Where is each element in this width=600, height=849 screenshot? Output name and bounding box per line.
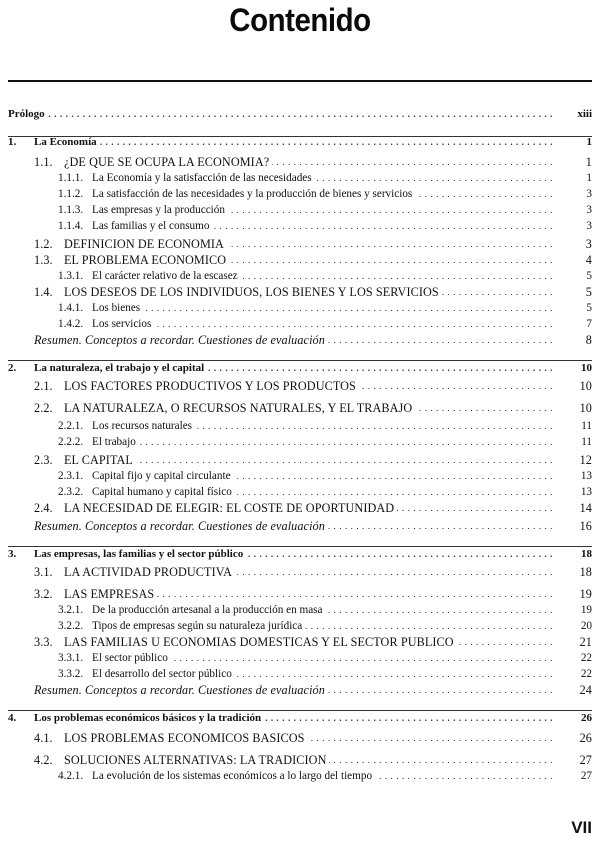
toc-entry[interactable]: [58, 301, 592, 315]
toc-entry[interactable]: [34, 453, 592, 467]
toc-entry-number: 1.1.2.: [58, 188, 84, 200]
dot-leader: [235, 485, 553, 499]
dot-leader: [308, 731, 553, 745]
toc-entry-number: 3.1.: [34, 565, 53, 579]
toc-entry[interactable]: [34, 401, 592, 415]
toc-entry-number: 4.: [8, 712, 17, 724]
dot-leader: [154, 317, 553, 331]
toc-page-number: 26: [581, 712, 592, 724]
toc-entry[interactable]: [58, 317, 592, 331]
dot-leader: [359, 379, 553, 393]
toc-entry-title: Las empresas y la producción: [92, 204, 225, 216]
toc-page-number: 10: [579, 379, 592, 393]
dot-leader: [326, 603, 554, 617]
toc-entry-number: 1.: [8, 136, 17, 148]
toc-page-number: 21: [579, 635, 592, 649]
toc-entry[interactable]: [58, 603, 592, 617]
toc-entry-number: 3.: [8, 548, 17, 560]
toc-entry[interactable]: [8, 135, 592, 149]
dot-leader: [235, 667, 553, 681]
toc-entry-title: ¿DE QUE SE OCUPA LA ECONOMIA?: [64, 155, 270, 169]
toc-entry[interactable]: [34, 285, 592, 299]
toc-entry[interactable]: [58, 269, 592, 283]
dot-leader: [328, 683, 553, 697]
toc-entry[interactable]: [58, 435, 592, 449]
dot-leader: [229, 253, 553, 267]
toc-page-number: 1: [586, 136, 592, 148]
toc-page-number: xiii: [577, 108, 592, 120]
toc-entry[interactable]: [58, 651, 592, 665]
toc-entry-number: 3.2.2.: [58, 620, 84, 632]
toc-page-number: 3: [585, 237, 592, 251]
dot-leader: [315, 171, 553, 185]
toc-page-number: 16: [579, 519, 592, 533]
toc-entry-title: La Economía y la satisfacción de las necesidades: [92, 172, 312, 184]
toc-page-number: 18: [579, 565, 592, 579]
toc-entry-number: 1.3.1.: [58, 270, 84, 282]
toc-page-number: 5: [586, 302, 592, 314]
toc-entry-number: 2.2.: [34, 401, 53, 415]
toc-entry-number: 1.2.: [34, 237, 53, 251]
toc-entry-number: 1.3.: [34, 253, 53, 267]
toc-page-number: 13: [580, 486, 592, 498]
toc-entry-title: De la producción artesanal a la producción en masa: [92, 604, 323, 616]
toc-entry-title: LA ACTIVIDAD PRODUCTIVA: [64, 565, 232, 579]
toc-entry-number: 2.2.2.: [58, 436, 84, 448]
dot-leader: [264, 711, 553, 725]
toc-entry-number: 1.1.3.: [58, 204, 84, 216]
dot-leader: [212, 219, 553, 233]
toc-page-number: 12: [579, 453, 592, 467]
toc-entry[interactable]: [34, 587, 592, 601]
toc-entry-title: El sector público: [92, 652, 168, 664]
toc-entry-title: Las familias y el consumo: [92, 220, 210, 232]
dot-leader: [139, 435, 553, 449]
toc-entry-number: 3.2.1.: [58, 604, 84, 616]
toc-entry-title: EL CAPITAL: [64, 453, 133, 467]
page-title: Contenido: [229, 2, 371, 38]
dot-leader: [375, 769, 553, 783]
toc-entry-number: 3.3.1.: [58, 652, 84, 664]
toc-entry-title: La naturaleza, el trabajo y el capital: [34, 362, 205, 374]
dot-leader: [157, 587, 553, 601]
toc-entry-title: Los bienes: [92, 302, 141, 314]
dot-leader: [442, 285, 553, 299]
toc-entry-title: Los problemas económicos básicos y la tradición: [34, 712, 262, 724]
dot-leader: [272, 155, 553, 169]
toc-entry-title: El carácter relativo de la escasez: [92, 270, 238, 282]
dot-leader: [100, 135, 553, 149]
toc-page-number: 1: [586, 172, 592, 184]
dot-leader: [48, 107, 553, 121]
toc-entry[interactable]: [34, 501, 592, 515]
toc-page-number: 24: [579, 683, 592, 697]
toc-page-number: 22: [580, 652, 592, 664]
toc-entry[interactable]: [58, 469, 592, 483]
toc-entry[interactable]: [34, 731, 592, 745]
toc-entry[interactable]: [34, 753, 592, 767]
toc-entry[interactable]: [58, 419, 592, 433]
toc-entry-number: 2.1.: [34, 379, 53, 393]
toc-entry[interactable]: [34, 683, 592, 697]
toc-page-number: 20: [580, 620, 592, 632]
toc-entry-title: LOS FACTORES PRODUCTIVOS Y LOS PRODUCTOS: [64, 379, 356, 393]
toc-entry-number: 1.4.: [34, 285, 53, 299]
dot-leader: [234, 469, 553, 483]
toc-entry-title: LAS EMPRESAS: [64, 587, 155, 601]
toc-page-number: 5: [585, 285, 592, 299]
toc-page-number: 19: [579, 587, 592, 601]
toc-entry[interactable]: [58, 219, 592, 233]
toc-entry[interactable]: [58, 187, 592, 201]
toc-entry-number: 4.2.: [34, 753, 53, 767]
toc-entry-title: Resumen. Conceptos a recordar. Cuestiones de evaluación: [34, 683, 325, 697]
toc-entry-number: 3.2.: [34, 587, 53, 601]
toc-entry[interactable]: [34, 519, 592, 533]
dot-leader: [328, 333, 553, 347]
toc-entry[interactable]: [58, 619, 592, 633]
toc-page-number: 8: [585, 333, 592, 347]
toc-entry-title: Capital humano y capital físico: [92, 486, 232, 498]
toc-entry-number: 2.3.1.: [58, 470, 84, 482]
toc-page-number: 11: [581, 436, 592, 448]
dot-leader: [195, 419, 553, 433]
toc-entry[interactable]: [58, 769, 592, 783]
dot-leader: [329, 753, 553, 767]
dot-leader: [235, 565, 553, 579]
toc-entry[interactable]: [34, 565, 592, 579]
toc-entry-title: LOS PROBLEMAS ECONOMICOS BASICOS: [64, 731, 305, 745]
toc-entry-number: 1.1.1.: [58, 172, 84, 184]
toc-entry-title: DEFINICION DE ECONOMIA: [64, 237, 224, 251]
dot-leader: [415, 187, 553, 201]
toc-entry-title: El desarrollo del sector público: [92, 668, 232, 680]
dot-leader: [207, 361, 553, 375]
dot-leader: [457, 635, 553, 649]
toc-entry-number: 4.1.: [34, 731, 53, 745]
toc-entry-title: LA NATURALEZA, O RECURSOS NATURALES, Y EL TRABAJO: [64, 401, 413, 415]
toc-entry[interactable]: [8, 107, 592, 121]
page-number: VII: [571, 818, 592, 837]
dot-leader: [415, 401, 553, 415]
toc-entry[interactable]: [58, 171, 592, 185]
toc-entry[interactable]: [34, 155, 592, 169]
toc-entry-title: Los servicios: [92, 318, 152, 330]
toc-entry-number: 2.: [8, 362, 17, 374]
dot-leader: [241, 269, 553, 283]
toc-entry[interactable]: [34, 635, 592, 649]
title-rule: [8, 80, 592, 82]
toc-entry-title: Los recursos naturales: [92, 420, 193, 432]
toc-entry-title: Resumen. Conceptos a recordar. Cuestiones de evaluación: [34, 519, 325, 533]
toc-page-number: 13: [580, 470, 592, 482]
toc-entry-title: Tipos de empresas según su naturaleza jurídica: [92, 620, 303, 632]
toc-page-number: 3: [586, 188, 592, 200]
toc-entry-title: LAS FAMILIAS U ECONOMIAS DOMESTICAS Y EL SECTOR PUBLICO: [64, 635, 454, 649]
toc-page-number: 26: [579, 731, 592, 745]
toc-entry-title: Prólogo: [8, 108, 45, 120]
toc-entry-number: 4.2.1.: [58, 770, 84, 782]
toc-page-number: 10: [579, 401, 592, 415]
toc-page-number: 3: [586, 220, 592, 232]
toc-entry-title: La Economía: [34, 136, 97, 148]
dot-leader: [143, 301, 553, 315]
toc-page-number: 14: [579, 501, 592, 515]
toc-page-number: 27: [579, 753, 592, 767]
toc-page-number: 3: [586, 204, 592, 216]
toc-entry[interactable]: [34, 333, 592, 347]
toc-entry-title: La satisfacción de las necesidades y la producción de bienes y servicios: [92, 188, 413, 200]
toc-entry-title: La evolución de los sistemas económicos a lo largo del tiempo: [92, 770, 373, 782]
dot-leader: [328, 519, 553, 533]
toc-page-number: 4: [585, 253, 592, 267]
toc-page-number: 7: [586, 318, 592, 330]
toc-entry[interactable]: [8, 711, 592, 725]
toc-page-number: 10: [581, 362, 592, 374]
toc-entry-number: 1.1.4.: [58, 220, 84, 232]
toc-entry-number: 1.1.: [34, 155, 53, 169]
dot-leader: [228, 203, 553, 217]
toc-entry-title: El trabajo: [92, 436, 136, 448]
toc-entry-number: 2.3.2.: [58, 486, 84, 498]
toc-entry-number: 3.3.2.: [58, 668, 84, 680]
toc-entry[interactable]: [58, 485, 592, 499]
toc-entry[interactable]: [34, 379, 592, 393]
toc-entry[interactable]: [8, 547, 592, 561]
toc-entry-title: Resumen. Conceptos a recordar. Cuestiones de evaluación: [34, 333, 325, 347]
toc-page-number: 27: [580, 770, 592, 782]
toc-entry-number: 3.3.: [34, 635, 53, 649]
dot-leader: [227, 237, 553, 251]
dot-leader: [397, 501, 553, 515]
toc-entry-title: SOLUCIONES ALTERNATIVAS: LA TRADICION: [64, 753, 327, 767]
dot-leader: [171, 651, 553, 665]
toc-entry-number: 2.4.: [34, 501, 53, 515]
toc-entry[interactable]: [34, 237, 592, 251]
toc-entry-number: 2.3.: [34, 453, 53, 467]
toc-entry-number: 1.4.2.: [58, 318, 84, 330]
toc-entry-number: 2.2.1.: [58, 420, 84, 432]
toc-entry-title: EL PROBLEMA ECONOMICO: [64, 253, 227, 267]
dot-leader: [246, 547, 553, 561]
toc-entry[interactable]: [58, 667, 592, 681]
toc-entry[interactable]: [34, 253, 592, 267]
toc-entry-title: Las empresas, las familias y el sector público: [34, 548, 244, 560]
dot-leader: [305, 619, 553, 633]
toc-entry[interactable]: [8, 361, 592, 375]
dot-leader: [136, 453, 553, 467]
toc-entry-title: Capital fijo y capital circulante: [92, 470, 231, 482]
toc-entry-title: LA NECESIDAD DE ELEGIR: EL COSTE DE OPORTUNIDAD: [64, 501, 395, 515]
toc-entry[interactable]: [58, 203, 592, 217]
toc-page-number: 19: [580, 604, 592, 616]
toc-page-number: 18: [581, 548, 592, 560]
toc-page-number: 5: [586, 270, 592, 282]
toc-page-number: 22: [580, 668, 592, 680]
toc-entry-number: 1.4.1.: [58, 302, 84, 314]
toc-entry-title: LOS DESEOS DE LOS INDIVIDUOS, LOS BIENES Y LOS SERVICIOS: [64, 285, 439, 299]
toc-page-number: 11: [581, 420, 592, 432]
toc-page-number: 1: [585, 155, 592, 169]
